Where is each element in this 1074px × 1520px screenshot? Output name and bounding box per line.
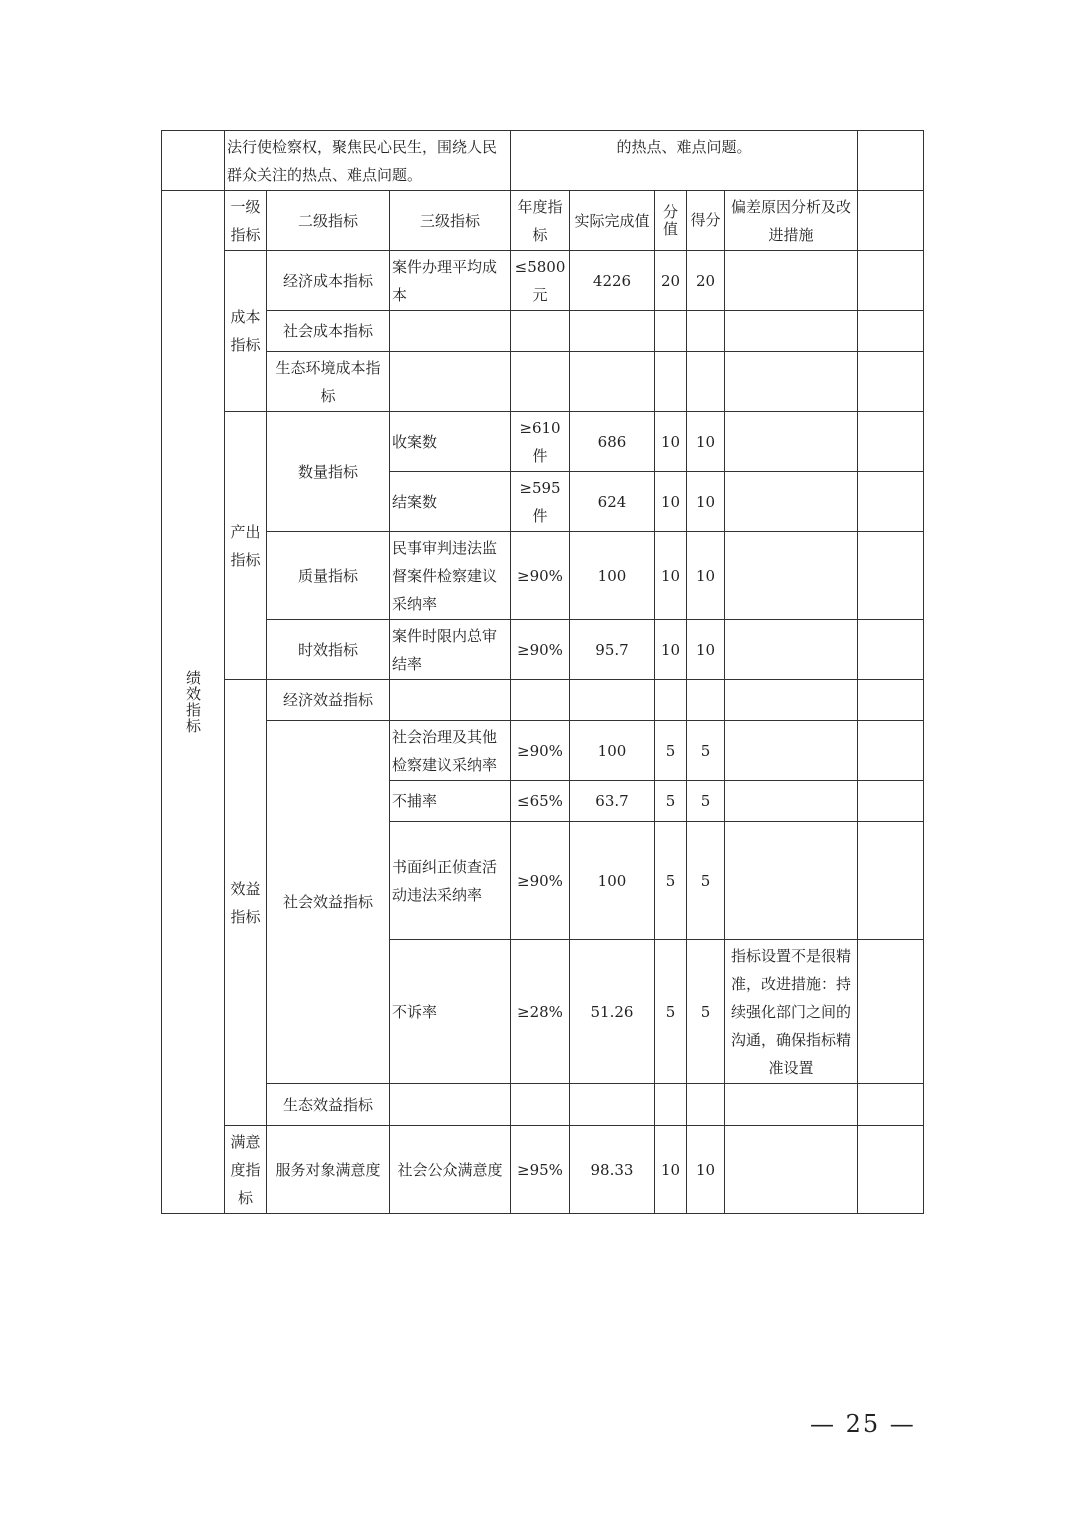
row-score: 10	[687, 620, 725, 680]
group-benefit: 效益指标	[225, 680, 267, 1126]
row-value: 10	[655, 1126, 687, 1214]
row-value: 5	[655, 781, 687, 822]
row-score: 20	[687, 251, 725, 311]
row-l3: 结案数	[390, 472, 511, 532]
intro-left-text: 法行使检察权，聚焦民心民生，围绕人民群众关注的热点、难点问题。	[225, 131, 511, 191]
row-l3: 民事审判违法监督案件检察建议采纳率	[390, 532, 511, 620]
row-l2: 质量指标	[267, 532, 390, 620]
row-l3: 案件办理平均成本	[390, 251, 511, 311]
row-value	[655, 1084, 687, 1126]
row-actual	[570, 680, 655, 721]
row-value: 20	[655, 251, 687, 311]
row-score: 10	[687, 532, 725, 620]
row-l2: 服务对象满意度	[267, 1126, 390, 1214]
row-target	[511, 1084, 570, 1126]
row-target: ≤5800元	[511, 251, 570, 311]
group-cost: 成本指标	[225, 251, 267, 412]
row-value: 5	[655, 940, 687, 1084]
row-extra	[858, 721, 924, 781]
row-extra	[858, 620, 924, 680]
category-cell: 绩效指标	[162, 191, 225, 1214]
row-score: 10	[687, 472, 725, 532]
row-extra	[858, 472, 924, 532]
row-score: 5	[687, 781, 725, 822]
row-actual	[570, 1084, 655, 1126]
row-target: ≥28%	[511, 940, 570, 1084]
row-l3	[390, 1084, 511, 1126]
row-value	[655, 352, 687, 412]
row-extra	[858, 781, 924, 822]
row-target: ≥90%	[511, 822, 570, 940]
table-row	[162, 1126, 924, 1214]
header-row	[162, 191, 924, 251]
table-row	[162, 311, 924, 352]
row-extra	[858, 680, 924, 721]
row-actual: 100	[570, 721, 655, 781]
row-extra	[858, 311, 924, 352]
table-row	[162, 412, 924, 472]
row-note	[725, 721, 858, 781]
row-target: ≤65%	[511, 781, 570, 822]
row-l3	[390, 352, 511, 412]
row-actual: 686	[570, 412, 655, 472]
row-note: 指标设置不是很精准，改进措施：持续强化部门之间的沟通，确保指标精准设置	[725, 940, 858, 1084]
row-l3: 社会公众满意度	[390, 1126, 511, 1214]
row-target: ≥595件	[511, 472, 570, 532]
row-extra	[858, 940, 924, 1084]
row-target: ≥610件	[511, 412, 570, 472]
header-score: 得分	[687, 191, 725, 251]
row-target	[511, 680, 570, 721]
intro-right-text: 的热点、难点问题。	[511, 131, 858, 191]
header-actual: 实际完成值	[570, 191, 655, 251]
row-actual: 100	[570, 532, 655, 620]
row-value: 10	[655, 532, 687, 620]
row-l2: 生态环境成本指标	[267, 352, 390, 412]
row-value: 5	[655, 721, 687, 781]
row-target: ≥90%	[511, 620, 570, 680]
table-row	[162, 1084, 924, 1126]
row-l2: 社会成本指标	[267, 311, 390, 352]
row-l2: 社会效益指标	[267, 721, 390, 1084]
table-row	[162, 721, 924, 781]
row-note	[725, 620, 858, 680]
table-row	[162, 680, 924, 721]
intro-extra-cell	[858, 131, 924, 191]
row-score: 10	[687, 1126, 725, 1214]
page-number: — 25 —	[810, 1410, 916, 1438]
row-score: 10	[687, 412, 725, 472]
row-note	[725, 412, 858, 472]
row-note	[725, 311, 858, 352]
intro-blank-cell	[162, 131, 225, 191]
row-target	[511, 352, 570, 412]
row-score: 5	[687, 721, 725, 781]
row-l3: 案件时限内总审结率	[390, 620, 511, 680]
row-target: ≥95%	[511, 1126, 570, 1214]
row-l2: 时效指标	[267, 620, 390, 680]
table-row	[162, 532, 924, 620]
row-target	[511, 311, 570, 352]
row-l3	[390, 311, 511, 352]
row-l3	[390, 680, 511, 721]
row-note	[725, 251, 858, 311]
row-extra	[858, 251, 924, 311]
row-extra	[858, 1084, 924, 1126]
group-output: 产出指标	[225, 412, 267, 680]
row-actual: 51.26	[570, 940, 655, 1084]
row-note	[725, 680, 858, 721]
row-value: 10	[655, 472, 687, 532]
row-extra	[858, 412, 924, 472]
row-value: 5	[655, 822, 687, 940]
row-value	[655, 311, 687, 352]
row-score	[687, 311, 725, 352]
row-target: ≥90%	[511, 532, 570, 620]
row-score	[687, 352, 725, 412]
row-actual: 100	[570, 822, 655, 940]
row-actual	[570, 311, 655, 352]
table-row	[162, 620, 924, 680]
row-l2: 经济成本指标	[267, 251, 390, 311]
row-l2: 经济效益指标	[267, 680, 390, 721]
row-actual: 4226	[570, 251, 655, 311]
row-extra	[858, 1126, 924, 1214]
header-annual: 年度指标	[511, 191, 570, 251]
row-value: 10	[655, 412, 687, 472]
row-l2: 生态效益指标	[267, 1084, 390, 1126]
row-l3: 收案数	[390, 412, 511, 472]
row-note	[725, 532, 858, 620]
header-level1: 一级指标	[225, 191, 267, 251]
intro-row	[162, 131, 924, 191]
group-satisfaction: 满意度指标	[225, 1126, 267, 1214]
row-value: 10	[655, 620, 687, 680]
table-row	[162, 251, 924, 311]
row-actual: 63.7	[570, 781, 655, 822]
performance-table	[161, 130, 924, 1214]
header-level2: 二级指标	[267, 191, 390, 251]
row-value	[655, 680, 687, 721]
row-l3: 书面纠正侦查活动违法采纳率	[390, 822, 511, 940]
row-actual: 95.7	[570, 620, 655, 680]
row-l3: 社会治理及其他检察建议采纳率	[390, 721, 511, 781]
header-level3: 三级指标	[390, 191, 511, 251]
row-note	[725, 781, 858, 822]
row-note	[725, 1084, 858, 1126]
row-note	[725, 472, 858, 532]
row-actual: 624	[570, 472, 655, 532]
row-target: ≥90%	[511, 721, 570, 781]
row-score	[687, 1084, 725, 1126]
row-score: 5	[687, 822, 725, 940]
row-extra	[858, 822, 924, 940]
header-deviation: 偏差原因分析及改进措施	[725, 191, 858, 251]
row-score: 5	[687, 940, 725, 1084]
row-note	[725, 352, 858, 412]
header-extra-cell	[858, 191, 924, 251]
row-extra	[858, 352, 924, 412]
row-actual	[570, 352, 655, 412]
row-note	[725, 1126, 858, 1214]
row-extra	[858, 532, 924, 620]
row-actual: 98.33	[570, 1126, 655, 1214]
header-score-value: 分值	[655, 191, 687, 251]
row-score	[687, 680, 725, 721]
row-note	[725, 822, 858, 940]
row-l3: 不捕率	[390, 781, 511, 822]
row-l2: 数量指标	[267, 412, 390, 532]
row-l3: 不诉率	[390, 940, 511, 1084]
table-row	[162, 352, 924, 412]
